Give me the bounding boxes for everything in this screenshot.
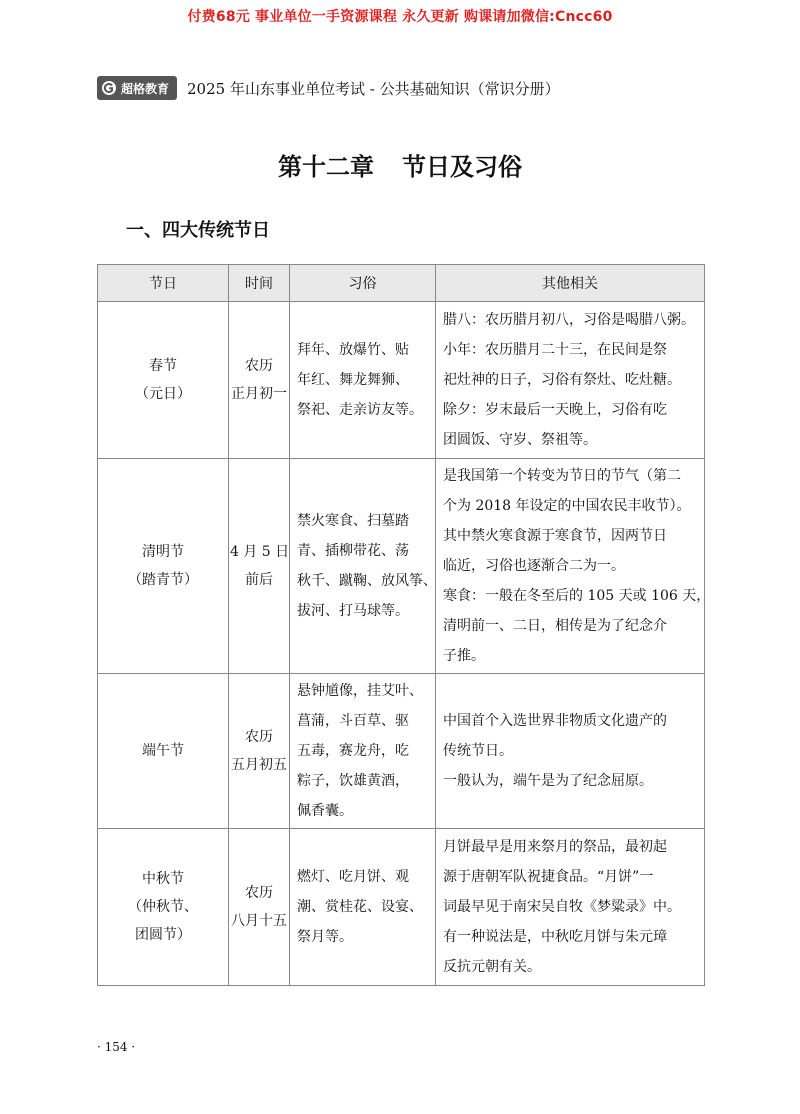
- cell-line: 清明前一、二日，相传是为了纪念介: [443, 618, 667, 634]
- festival-customs-cell: [290, 829, 436, 986]
- cell-line: 临近，习俗也逐渐合二为一。: [443, 558, 625, 574]
- table-row: [98, 302, 705, 459]
- cell-line: 一般认为，端午是为了纪念屈原。: [443, 773, 653, 789]
- table-header-row: [98, 265, 705, 302]
- cell-line: 其中禁火寒食源于寒食节，因两节日: [443, 528, 667, 544]
- top-banner: 付费68元 事业单位一手资源课程 永久更新 购课请加微信:Cncc60: [187, 9, 613, 25]
- cell-line: 八月十五: [231, 913, 287, 929]
- festival-other-cell: [436, 302, 705, 459]
- festival-customs-cell: [290, 459, 436, 674]
- festival-time-cell: [229, 459, 290, 674]
- cell-line: 源于唐朝军队祝捷食品。“月饼”一: [443, 869, 654, 885]
- header-title: 2025 年山东事业单位考试 - 公共基础知识（常识分册）: [187, 79, 560, 98]
- column-header-festival: 节日: [98, 265, 229, 302]
- cell-line: 燃灯、吃月饼、观: [297, 869, 409, 885]
- chapter-name: 节日及习俗: [402, 152, 522, 181]
- cell-line: 青、插柳带花、荡: [297, 543, 409, 559]
- cell-line: 拜年、放爆竹、贴: [297, 342, 409, 358]
- logo-text: 超格教育: [121, 81, 170, 96]
- cell-line: 拔河、打马球等。: [297, 603, 409, 619]
- cell-line: 小年：农历腊月二十三，在民间是祭: [443, 342, 667, 358]
- cell-line: 端午节: [142, 743, 184, 759]
- chapter-number: 第十二章: [278, 152, 374, 181]
- cell-line: （踏青节）: [128, 572, 198, 588]
- festival-name-cell: [98, 829, 229, 986]
- cell-line: 农历: [245, 885, 273, 901]
- column-header-customs: 习俗: [290, 265, 436, 302]
- cell-line: 团圆节）: [135, 927, 191, 943]
- cell-line: 五月初五: [231, 757, 287, 773]
- column-header-other: 其他相关: [436, 265, 705, 302]
- festival-time-cell: [229, 302, 290, 459]
- cell-line: 清明节: [142, 544, 184, 560]
- cell-line: 粽子，饮雄黄酒，: [297, 773, 409, 789]
- cell-line: 除夕：岁末最后一天晚上，习俗有吃: [443, 402, 667, 418]
- cell-line: 传统节日。: [443, 743, 513, 759]
- festival-name-cell: [98, 674, 229, 829]
- cell-line: 有一种说法是，中秋吃月饼与朱元璋: [443, 929, 667, 945]
- cell-line: 4 月 5 日: [230, 544, 290, 560]
- cell-line: 反抗元朝有关。: [443, 959, 541, 975]
- festival-time-cell: [229, 829, 290, 986]
- festival-other-cell: [436, 459, 711, 674]
- festival-other-cell: [436, 674, 705, 829]
- table-row: [98, 829, 705, 986]
- cell-line: 是我国第一个转变为节日的节气（第二: [443, 468, 681, 484]
- cell-line: 农历: [245, 358, 273, 374]
- cell-line: 秋千、蹴鞠、放风筝、: [297, 573, 437, 589]
- cell-line: 菖蒲，斗百草、驱: [297, 713, 409, 729]
- table-row: [98, 459, 705, 674]
- cell-line: 佩香囊。: [297, 803, 353, 819]
- festival-customs-cell: [290, 674, 436, 829]
- publisher-logo: [97, 76, 177, 100]
- page-number: · 154 ·: [97, 1040, 136, 1054]
- chapter-title: [0, 147, 800, 182]
- cell-line: 悬钟馗像，挂艾叶、: [297, 683, 423, 699]
- cell-line: （元日）: [135, 386, 191, 402]
- cell-line: （仲秋节、: [128, 899, 198, 915]
- cell-line: 正月初一: [231, 386, 287, 402]
- column-header-time: 时间: [229, 265, 290, 302]
- cell-line: 团圆饭、守岁、祭祖等。: [443, 432, 597, 448]
- cell-line: 年红、舞龙舞狮、: [297, 372, 409, 388]
- cell-line: 前后: [245, 572, 273, 588]
- cell-line: 春节: [149, 358, 177, 374]
- cell-line: 潮、赏桂花、设宴、: [297, 899, 423, 915]
- cell-line: 词最早见于南宋吴自牧《梦粱录》中。: [443, 899, 681, 915]
- festival-name-cell: [98, 459, 229, 674]
- festival-other-cell: [436, 829, 705, 986]
- cell-line: 月饼最早是用来祭月的祭品，最初起: [443, 839, 667, 855]
- cell-line: 中秋节: [142, 871, 184, 887]
- festival-table: [97, 264, 711, 986]
- section-title: 一、四大传统节日: [126, 220, 270, 241]
- cell-line: 子推。: [443, 648, 485, 664]
- cell-line: 祭月等。: [297, 929, 353, 945]
- cell-line: 寒食：一般在冬至后的 105 天或 106 天，: [443, 588, 711, 604]
- festival-time-cell: [229, 674, 290, 829]
- table-row: [98, 674, 705, 829]
- cell-line: 祀灶神的日子，习俗有祭灶、吃灶糖。: [443, 372, 681, 388]
- cell-line: 五毒，赛龙舟，吃: [297, 743, 409, 759]
- page-header: [97, 76, 560, 100]
- cell-line: 腊八：农历腊月初八，习俗是喝腊八粥。: [443, 312, 695, 328]
- cell-line: 农历: [245, 729, 273, 745]
- logo-mark-icon: [101, 80, 117, 96]
- cell-line: 祭祀、走亲访友等。: [297, 402, 423, 418]
- festival-customs-cell: [290, 302, 436, 459]
- cell-line: 中国首个入选世界非物质文化遗产的: [443, 713, 667, 729]
- festival-name-cell: [98, 302, 229, 459]
- cell-line: 个为 2018 年设定的中国农民丰收节）。: [443, 498, 691, 514]
- cell-line: 禁火寒食、扫墓踏: [297, 513, 409, 529]
